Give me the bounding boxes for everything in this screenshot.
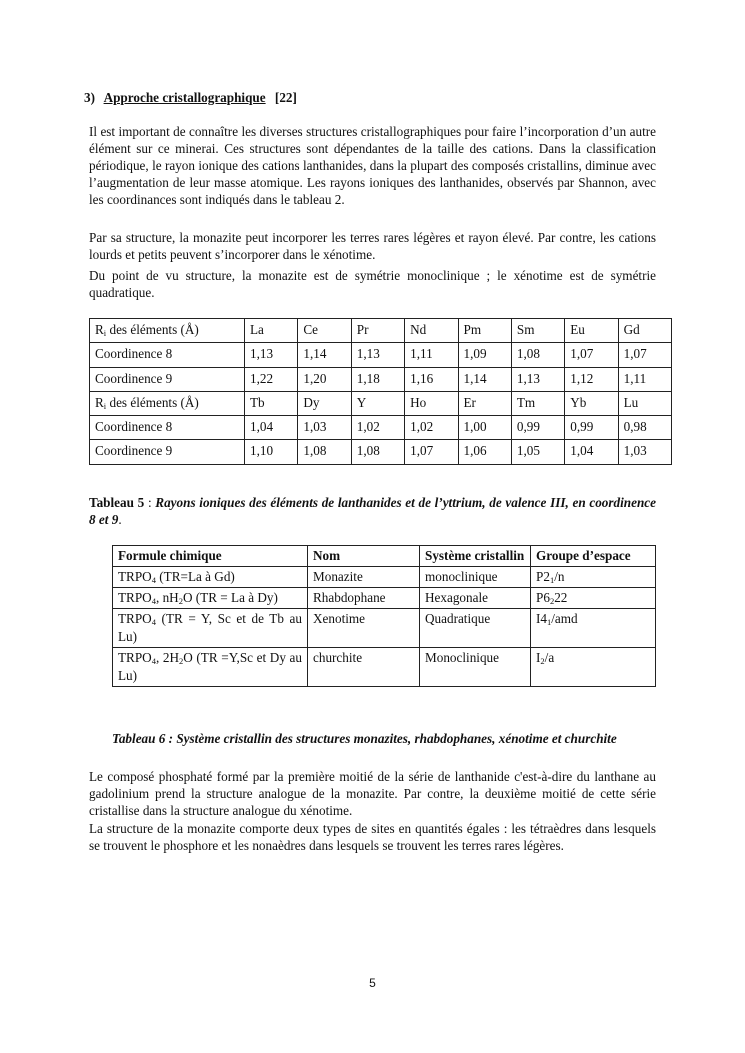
table-row: [113, 648, 656, 687]
table-cell: 1,18: [351, 367, 404, 391]
column-header: Nom: [308, 546, 420, 567]
table6-caption: Tableau 6 : Système cristallin des structures monazites, rhabdophanes, xénotime et churchite: [112, 731, 617, 746]
table-cell: Quadratique: [420, 609, 531, 648]
section-reference: [22]: [274, 90, 297, 105]
table-cell: Eu: [565, 319, 618, 343]
table-cell: Hexagonale: [420, 588, 531, 609]
table-cell: 1,04: [245, 416, 298, 440]
table5-caption-text: Rayons ioniques des éléments de lanthanides et de l’yttrium, de valence III, en coordinence 8 et 9: [89, 495, 656, 527]
section-number: 3): [84, 90, 95, 105]
table-cell: $TRPO_4$ (TR = Y, Sc et de Tb au Lu): [113, 609, 308, 648]
section-heading: [84, 90, 297, 106]
table-cell: 1,09: [458, 343, 511, 367]
column-header: Groupe d’espace: [531, 546, 656, 567]
table-cell: $I_2/a$: [531, 648, 656, 687]
table-cell: 1,02: [405, 416, 458, 440]
structure-paragraph-2: Du point de vu structure, la monazite est de symétrie monoclinique ; le xénotime est de symétrie quadratique.: [89, 268, 656, 300]
table-row: [113, 588, 656, 609]
table-cell: $R_i$ des éléments (Å): [90, 391, 245, 415]
table-cell: Coordinence 8: [90, 343, 245, 367]
table-cell: Y: [351, 391, 404, 415]
table-cell: Coordinence 9: [90, 367, 245, 391]
table-row: [90, 343, 672, 367]
table-cell: 0,99: [565, 416, 618, 440]
table-row: [90, 416, 672, 440]
crystal-system-table: [112, 545, 656, 687]
table-cell: 1,04: [565, 440, 618, 464]
table-cell: 1,03: [298, 416, 351, 440]
table-cell: $R_i$ des éléments (Å): [90, 319, 245, 343]
table-cell: Pr: [351, 319, 404, 343]
table-cell: La: [245, 319, 298, 343]
page-number: 5: [369, 976, 376, 990]
table-cell: Sm: [511, 319, 564, 343]
table-cell: Gd: [618, 319, 671, 343]
table-cell: $P6_222$: [531, 588, 656, 609]
table-cell: 1,20: [298, 367, 351, 391]
table-cell: 1,07: [405, 440, 458, 464]
table-cell: Xenotime: [308, 609, 420, 648]
table-cell: Dy: [298, 391, 351, 415]
table-cell: Tb: [245, 391, 298, 415]
column-header: Système cristallin: [420, 546, 531, 567]
table5-caption: Tableau 5 : Rayons ioniques des éléments de lanthanides et de l’yttrium, de valence III, en coordinence 8 et 9.: [89, 495, 656, 527]
table-cell: 1,16: [405, 367, 458, 391]
closing-paragraph-1: Le composé phosphaté formé par la première moitié de la série de lanthanide c'est-à-dire du lanthane au gadolinium prend la structure analogue de la monazite. Par contre, la deuxième moitié de cette série cristallise dans la structure analogue du xénotime.: [89, 769, 656, 818]
table-cell: Lu: [618, 391, 671, 415]
table-cell: 1,08: [511, 343, 564, 367]
table-cell: Tm: [511, 391, 564, 415]
table-cell: Yb: [565, 391, 618, 415]
table-row: [90, 367, 672, 391]
table-row: [90, 319, 672, 343]
table-cell: 1,07: [565, 343, 618, 367]
table5-caption-label: Tableau 5: [89, 495, 145, 510]
table-cell: churchite: [308, 648, 420, 687]
table-cell: Coordinence 8: [90, 416, 245, 440]
table-cell: 1,12: [565, 367, 618, 391]
table-cell: $P2_1/n$: [531, 567, 656, 588]
intro-paragraph: Il est important de connaître les diverses structures cristallographiques pour faire l’incorporation d’un autre élément sur ce minerai. Ces structures sont dépendantes de la taille des cations. Dans la classification périodique, le rayon ionique des cations lanthanides, dans la plupart des composés cristallins, diminue avec l’augmentation de leur masse atomique. Les rayons ioniques des lanthanides, observés par Shannon, avec les coordinances sont indiqués dans le tableau 2.: [89, 124, 656, 207]
table-cell: $TRPO_4$ (TR=La à Gd): [113, 567, 308, 588]
table-cell: 1,13: [351, 343, 404, 367]
table-cell: 0,99: [511, 416, 564, 440]
table-cell: 1,08: [351, 440, 404, 464]
table-row: [90, 440, 672, 464]
table-cell: 0,98: [618, 416, 671, 440]
table-cell: 1,13: [511, 367, 564, 391]
table-cell: Monoclinique: [420, 648, 531, 687]
table-cell: 1,07: [618, 343, 671, 367]
table-cell: Coordinence 9: [90, 440, 245, 464]
table-row: [113, 567, 656, 588]
table-cell: 1,14: [298, 343, 351, 367]
table-cell: 1,05: [511, 440, 564, 464]
table-header-row: [113, 546, 656, 567]
table-cell: $I4_1$/amd: [531, 609, 656, 648]
table-cell: Pm: [458, 319, 511, 343]
ionic-radii-table: [89, 318, 672, 465]
table-cell: 1,11: [405, 343, 458, 367]
table-cell: Ce: [298, 319, 351, 343]
table-cell: 1,14: [458, 367, 511, 391]
table-cell: monoclinique: [420, 567, 531, 588]
table-cell: 1,03: [618, 440, 671, 464]
closing-paragraph-2: La structure de la monazite comporte deux types de sites en quantités égales : les tétraèdres dans lesquels se trouvent le phosphore et les nonaèdres dans lesquels se trouvent les terres rares légères.: [89, 821, 656, 853]
table-cell: 1,22: [245, 367, 298, 391]
section-title: Approche cristallographique: [103, 90, 266, 105]
table-cell: Ho: [405, 391, 458, 415]
structure-paragraph-1: Par sa structure, la monazite peut incorporer les terres rares légères et rayon élevé. Par contre, les cations lourds et petits peuvent s’incorporer dans le xénotime.: [89, 230, 656, 262]
table-cell: $TRPO_4$, $2H_2O$ (TR =Y,Sc et Dy au Lu): [113, 648, 308, 687]
table-row: [113, 609, 656, 648]
table-row: [90, 391, 672, 415]
column-header: Formule chimique: [113, 546, 308, 567]
table-cell: 1,10: [245, 440, 298, 464]
table-cell: $TRPO_4$, $nH_2O$ (TR = La à Dy): [113, 588, 308, 609]
table-cell: 1,08: [298, 440, 351, 464]
table-cell: Monazite: [308, 567, 420, 588]
table-cell: 1,11: [618, 367, 671, 391]
table-cell: 1,02: [351, 416, 404, 440]
table-cell: Nd: [405, 319, 458, 343]
table-cell: 1,13: [245, 343, 298, 367]
table-cell: Er: [458, 391, 511, 415]
table-cell: 1,00: [458, 416, 511, 440]
table-cell: 1,06: [458, 440, 511, 464]
table-cell: Rhabdophane: [308, 588, 420, 609]
